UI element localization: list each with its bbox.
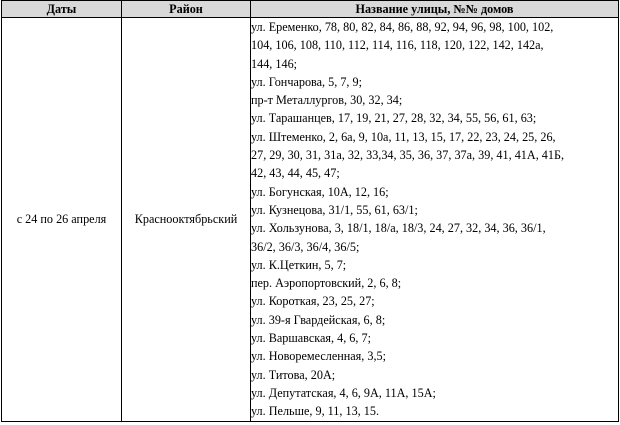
street-line: ул. Короткая, 23, 25, 27; [251,294,375,309]
street-line: ул. Варшавская, 4, 6, 7; [251,331,371,346]
street-line: ул. Богунская, 10А, 12, 16; [251,184,389,199]
street-line: ул. Новоремесленная, 3,5; [251,349,386,364]
header-row [2,1,619,18]
cell-district: Краснооктябрьский [122,18,251,422]
street-line: ул. Гончарова, 5, 7, 9; [251,74,363,89]
cell-streets [251,18,619,422]
street-line: 27, 29, 30, 31, 31а, 32, 33,34, 35, 36, 37, 37а, 39, 41, 41А, 41Б, [251,148,565,163]
street-line: ул. Пельше, 9, 11, 13, 15. [251,404,380,419]
street-line: ул. Тарашанцев, 17, 19, 21, 27, 28, 32, 34, 55, 56, 61, 63; [251,111,537,126]
cell-dates: с 24 по 26 апреля [2,18,122,422]
street-line: ул. Титова, 20А; [251,367,336,382]
street-line: ул. Кузнецова, 31/1, 55, 61, 63/1; [251,202,418,217]
table-row [2,18,619,422]
street-line: ул. Хользунова, 3, 18/1, 18/а, 18/3, 24, 27, 32, 34, 36, 36/1, [251,221,546,236]
street-line: пр-т Металлургов, 30, 32, 34; [251,93,403,108]
street-line: ул. Еременко, 78, 80, 82, 84, 86, 88, 92, 94, 96, 98, 100, 102, [251,20,554,34]
street-line: 42, 43, 44, 45, 47; [251,166,340,181]
street-line: 104, 106, 108, 110, 112, 114, 116, 118, 120, 122, 142, 142а, [251,38,544,53]
street-line: пер. Аэропортовский, 2, 6, 8; [251,276,402,291]
header-dates: Даты [2,1,122,18]
street-line: ул. Депутатская, 4, 6, 9А, 11А, 15А; [251,385,436,400]
street-line: 36/2, 36/3, 36/4, 36/5; [251,239,360,254]
street-line: ул. 39-я Гвардейская, 6, 8; [251,312,386,327]
schedule-table [1,0,619,422]
street-line: ул. Штеменко, 2, 6а, 9, 10а, 11, 13, 15, 17, 22, 23, 24, 25, 26, [251,129,556,144]
header-streets: Название улицы, №№ домов [251,1,619,18]
street-line: 144, 146; [251,56,298,71]
header-district: Район [122,1,251,18]
street-line: ул. К.Цеткин, 5, 7; [251,257,347,272]
